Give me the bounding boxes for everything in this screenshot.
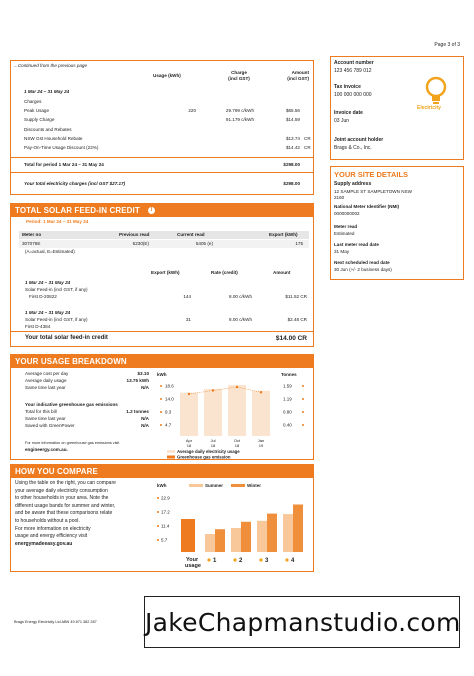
meter-no: 307076E bbox=[22, 241, 41, 246]
summer-bar bbox=[257, 521, 267, 552]
supply-address-label: Supply address bbox=[334, 181, 372, 187]
charge-row bbox=[24, 108, 314, 115]
saved-label: Saved with GreenPower bbox=[25, 423, 75, 428]
usage-y-tick: 18.6 bbox=[165, 383, 174, 389]
account-number: 123 456 789 012 bbox=[334, 68, 372, 74]
compare-chart bbox=[153, 480, 313, 572]
joint-holder-label: Joint account holder bbox=[334, 137, 384, 143]
charges-box bbox=[10, 60, 314, 195]
charge-row bbox=[24, 117, 314, 124]
usage-y2-tick: 1.59 bbox=[283, 383, 292, 389]
avg-cost-label: Average cost per day bbox=[25, 371, 69, 376]
charge-subheader: (incl GST) bbox=[228, 76, 250, 81]
nmi-value: 0000000002 bbox=[334, 211, 360, 216]
usage-y-tick: 9.3 bbox=[165, 409, 172, 415]
usage-x-tick: 18 bbox=[210, 443, 216, 448]
export-value: 175 bbox=[295, 241, 303, 246]
amount-header: Amount bbox=[291, 70, 309, 75]
compare-line: For more information on electricity bbox=[15, 525, 91, 532]
usage-x-tick: Jul bbox=[210, 438, 216, 443]
invoice-date: 03 Jun bbox=[334, 118, 350, 124]
compare-line: to households without a pool. bbox=[15, 517, 80, 524]
continued-note: ...Continued from the previous page bbox=[14, 63, 88, 68]
ghg-line bbox=[189, 387, 261, 394]
usage-x-tick: 18 bbox=[186, 443, 192, 448]
credit-rate: 8.00 c/kWh bbox=[229, 294, 252, 299]
discount-label: NSW Gst Household Rebate bbox=[24, 136, 83, 141]
compare-chart-svg bbox=[153, 480, 313, 572]
discount-cr: CR bbox=[304, 145, 311, 150]
charge-row-rate: 29.799 c/kWh bbox=[225, 108, 254, 113]
discount-amount: $13.74 bbox=[285, 136, 300, 141]
legend-winter-label: Winter bbox=[247, 483, 261, 488]
usage-title: YOUR USAGE BREAKDOWN bbox=[11, 355, 313, 368]
last-read-value: 31 May bbox=[334, 249, 350, 254]
summer-bar bbox=[283, 514, 293, 552]
compare-y-tick-dot bbox=[157, 511, 159, 513]
meter-note: (A=actual, E=Estimated) bbox=[25, 249, 75, 254]
discount-label: Pay-On-Time Usage Discount (22%) bbox=[24, 145, 99, 150]
person-icon bbox=[285, 558, 288, 561]
compare-box bbox=[10, 464, 314, 572]
usage-y2-tick: 0.80 bbox=[283, 409, 292, 415]
saved-value: N/A bbox=[141, 423, 149, 428]
discount-cr: CR bbox=[304, 136, 311, 141]
total-elec-amount: $298.00 bbox=[283, 181, 300, 186]
person-icon bbox=[207, 558, 210, 561]
credit-period: 1 Mar 24 – 31 May 24 bbox=[25, 280, 71, 285]
usage-x-tick: Jan bbox=[257, 438, 265, 443]
your-usage-label: usage bbox=[185, 563, 201, 569]
site-details-title: YOUR SITE DETAILS bbox=[334, 170, 409, 179]
prev-read-header: Previous read bbox=[119, 232, 150, 237]
person-icon bbox=[259, 558, 262, 561]
ghg-same-label: Same time last year bbox=[25, 416, 66, 421]
usage-y-tick-dot bbox=[160, 424, 162, 426]
watermark-box bbox=[144, 596, 460, 648]
compare-y-tick: 22.9 bbox=[161, 495, 170, 501]
household-label: 3 bbox=[265, 558, 269, 564]
prev-read: 5230(E) bbox=[132, 241, 149, 246]
total-period-label: Total for period 1 Mar 24 – 31 May 24 bbox=[24, 162, 104, 167]
summer-bar bbox=[231, 528, 241, 552]
usage-bar bbox=[252, 391, 270, 436]
divider bbox=[11, 172, 313, 173]
tax-invoice-number: 100 000 000 000 bbox=[334, 92, 372, 98]
ghg-same-value: N/A bbox=[141, 416, 149, 421]
usage-left-unit: kWh bbox=[157, 372, 167, 377]
usage-bar bbox=[228, 385, 246, 436]
credit-desc: Solar Feed-in (incl GST, if any) bbox=[25, 317, 88, 322]
next-read-value: 30 Jun (+/- 2 business days) bbox=[334, 267, 392, 272]
usage-header: Usage (kWh) bbox=[153, 73, 181, 78]
supply-address-line1: 12 SAMPLE ST SAMPLETOWN NSW bbox=[334, 189, 412, 194]
bill-total-value: 1.2 tonnes bbox=[126, 409, 149, 414]
discount-amount: $14.42 bbox=[285, 145, 300, 150]
credit-amount: $11.52 CR bbox=[285, 294, 307, 299]
charge-row-amount: $14.59 bbox=[285, 117, 300, 122]
more-info-text: For more information on greenhouse gas emissions visit bbox=[25, 441, 120, 445]
legend-ghg-swatch bbox=[167, 456, 175, 459]
compare-text bbox=[15, 480, 147, 548]
winter-bar bbox=[267, 514, 277, 552]
tax-invoice-label: Tax invoice bbox=[334, 84, 361, 90]
usage-x-tick: 19 bbox=[258, 443, 264, 448]
divider bbox=[11, 157, 313, 158]
compare-y-tick-dot bbox=[157, 525, 159, 527]
page-number: Page 3 of 3 bbox=[434, 42, 460, 48]
compare-y-tick: 11.4 bbox=[161, 523, 170, 529]
charge-row-amount: $65.56 bbox=[285, 108, 300, 113]
joint-holder: Brags & Co., Inc. bbox=[334, 145, 372, 151]
usage-x-tick: Oct bbox=[233, 438, 241, 443]
meter-header-row bbox=[19, 231, 309, 239]
electricity-badge: Electricity bbox=[417, 105, 441, 111]
more-info-link[interactable]: engineergy.com.au. bbox=[25, 447, 68, 452]
legend-usage-swatch bbox=[167, 450, 175, 453]
legend-ghg-label: Greenhouse gas emission bbox=[177, 454, 231, 460]
your-usage-label: Your bbox=[186, 557, 199, 563]
credit-export-header: Export (kWh) bbox=[151, 270, 180, 275]
legend-winter-swatch bbox=[231, 484, 245, 487]
credit-period: 1 Mar 24 – 31 May 24 bbox=[25, 310, 71, 315]
winter-bar bbox=[241, 522, 251, 552]
usage-bar bbox=[180, 393, 198, 436]
charge-row-usage: 220 bbox=[188, 108, 196, 113]
meter-read-value: Estimated bbox=[334, 231, 355, 236]
usage-y-tick: 14.0 bbox=[165, 396, 174, 402]
credit-export: 31 bbox=[185, 317, 191, 322]
credit-export: 144 bbox=[183, 294, 191, 299]
credit-rate: 8.00 c/kWh bbox=[229, 317, 252, 322]
credit-desc: Solar Feed-in (incl GST, if any) bbox=[25, 287, 88, 292]
usage-y2-tick-dot bbox=[302, 385, 304, 387]
usage-box bbox=[10, 354, 314, 460]
solar-total-label: Your total solar feed-in credit bbox=[25, 335, 108, 341]
compare-title: HOW YOU COMPARE bbox=[11, 465, 313, 478]
avg-daily-label: Average daily usage bbox=[25, 378, 67, 383]
compare-line: different usage bands for summer and winter, bbox=[15, 502, 116, 509]
bill-total-label: Total for this bill bbox=[25, 409, 57, 414]
household-label: 2 bbox=[239, 558, 243, 564]
amount-subheader: (incl GST) bbox=[287, 76, 309, 81]
footer-company: Brags Energy Electricity Ltd ABN 49 871 382 287 bbox=[14, 620, 97, 624]
legend-usage-label: Average daily electricity usage bbox=[177, 449, 240, 454]
summer-bar bbox=[205, 534, 215, 552]
usage-y2-tick-dot bbox=[302, 411, 304, 413]
meter-no-header: Meter no bbox=[22, 232, 42, 237]
solar-title-bar bbox=[11, 204, 313, 217]
legend-summer-label: Summer bbox=[205, 483, 224, 488]
usage-x-tick: Apr bbox=[185, 438, 193, 443]
compare-line: usage and energy efficiency visit bbox=[15, 533, 88, 540]
compare-line: to other households in your area. Note the bbox=[15, 495, 109, 502]
compare-unit: kWh bbox=[157, 483, 167, 488]
compare-y-tick-dot bbox=[157, 497, 159, 499]
usage-right-unit: Tonnes bbox=[281, 372, 297, 377]
site-details-box bbox=[330, 166, 464, 280]
person-icon bbox=[233, 558, 236, 561]
supply-address-line2: 2160 bbox=[334, 195, 345, 200]
current-read: 5405 (e) bbox=[195, 241, 213, 246]
total-period-amount: $298.00 bbox=[283, 162, 300, 167]
divider bbox=[11, 331, 313, 332]
avg-daily-value: 13.75 kWh bbox=[126, 378, 149, 383]
compare-y-tick: 5.7 bbox=[161, 537, 168, 543]
compare-y-tick: 17.2 bbox=[161, 509, 170, 515]
nmi-label: National Meter Identifier (NMI) bbox=[334, 204, 400, 209]
charges-period: 1 Mar 24 – 31 May 24 bbox=[24, 89, 70, 94]
credit-sub: First D-20822 bbox=[29, 294, 57, 299]
usage-y-tick: 4.7 bbox=[165, 422, 172, 428]
discount-row bbox=[24, 136, 314, 143]
usage-x-tick: 18 bbox=[234, 443, 240, 448]
charge-header: Charge bbox=[231, 70, 247, 75]
charge-row-rate: 91.179 c/kWh bbox=[225, 117, 254, 122]
usage-chart-svg bbox=[153, 370, 313, 460]
winter-bar bbox=[293, 504, 303, 552]
solar-box bbox=[10, 203, 314, 347]
usage-chart bbox=[153, 370, 313, 460]
legend-summer-swatch bbox=[189, 484, 203, 487]
credit-amount-header: Amount bbox=[273, 270, 291, 275]
usage-bar bbox=[204, 389, 222, 436]
compare-y-tick-dot bbox=[157, 539, 159, 541]
winter-bar bbox=[215, 529, 225, 552]
invoice-date-label: Invoice date bbox=[334, 110, 363, 116]
same-time-value: N/A bbox=[141, 385, 149, 390]
next-read-label: Next scheduled read date bbox=[334, 260, 390, 265]
account-number-label: Account number bbox=[334, 60, 374, 66]
usage-y-tick-dot bbox=[160, 411, 162, 413]
credit-sub: First D-4384 bbox=[25, 324, 51, 329]
last-read-label: Last meter read date bbox=[334, 242, 379, 247]
account-box bbox=[330, 56, 464, 160]
compare-line: Using the table on the right, you can compare bbox=[15, 480, 116, 486]
usage-y-tick-dot bbox=[160, 385, 162, 387]
household-label: 1 bbox=[213, 558, 217, 564]
meter-read-label: Meter read bbox=[334, 224, 358, 229]
credit-rate-header: Rate (credit) bbox=[211, 270, 238, 275]
usage-y2-tick-dot bbox=[302, 398, 304, 400]
current-read-header: Current read bbox=[177, 232, 205, 237]
usage-y2-tick: 0.40 bbox=[283, 422, 292, 428]
total-elec-label: Your total electricity charges (incl GST $27.17) bbox=[24, 181, 126, 186]
charge-row-label: Supply Charge bbox=[24, 117, 55, 122]
solar-title: TOTAL SOLAR FEED-IN CREDIT bbox=[15, 206, 140, 215]
credit-amount: $2.48 CR bbox=[287, 317, 307, 322]
usage-y-tick-dot bbox=[160, 398, 162, 400]
watermark-text: JakeChapmanstudio.com bbox=[145, 608, 461, 637]
discount-row bbox=[24, 145, 314, 152]
solar-period: Period: 1 Mar 24 – 31 May 24 bbox=[26, 219, 89, 224]
household-label: 4 bbox=[291, 558, 295, 564]
charge-row-label: Peak Usage bbox=[24, 108, 50, 113]
same-time-label: Same time last year bbox=[25, 385, 66, 390]
ghg-title: Your indicative greenhouse gas emissions bbox=[25, 402, 118, 407]
charges-label: Charges bbox=[24, 99, 42, 104]
usage-y2-tick: 1.19 bbox=[283, 396, 292, 402]
your-usage-bar bbox=[181, 519, 195, 552]
discounts-label: Discounts and Rebates bbox=[24, 127, 72, 132]
energy-link[interactable]: energymadeeasy.gov.au bbox=[15, 540, 73, 547]
info-icon[interactable]: I bbox=[148, 207, 155, 214]
usage-y2-tick-dot bbox=[302, 424, 304, 426]
compare-line: your average daily electricity consumption bbox=[15, 487, 108, 494]
avg-cost-value: $3.10 bbox=[137, 371, 149, 376]
export-header: Export (kWh) bbox=[269, 232, 298, 237]
compare-line: and be aware that these comparisons relate bbox=[15, 510, 113, 517]
solar-total-amount: $14.00 CR bbox=[275, 335, 307, 342]
meter-row bbox=[19, 240, 309, 248]
